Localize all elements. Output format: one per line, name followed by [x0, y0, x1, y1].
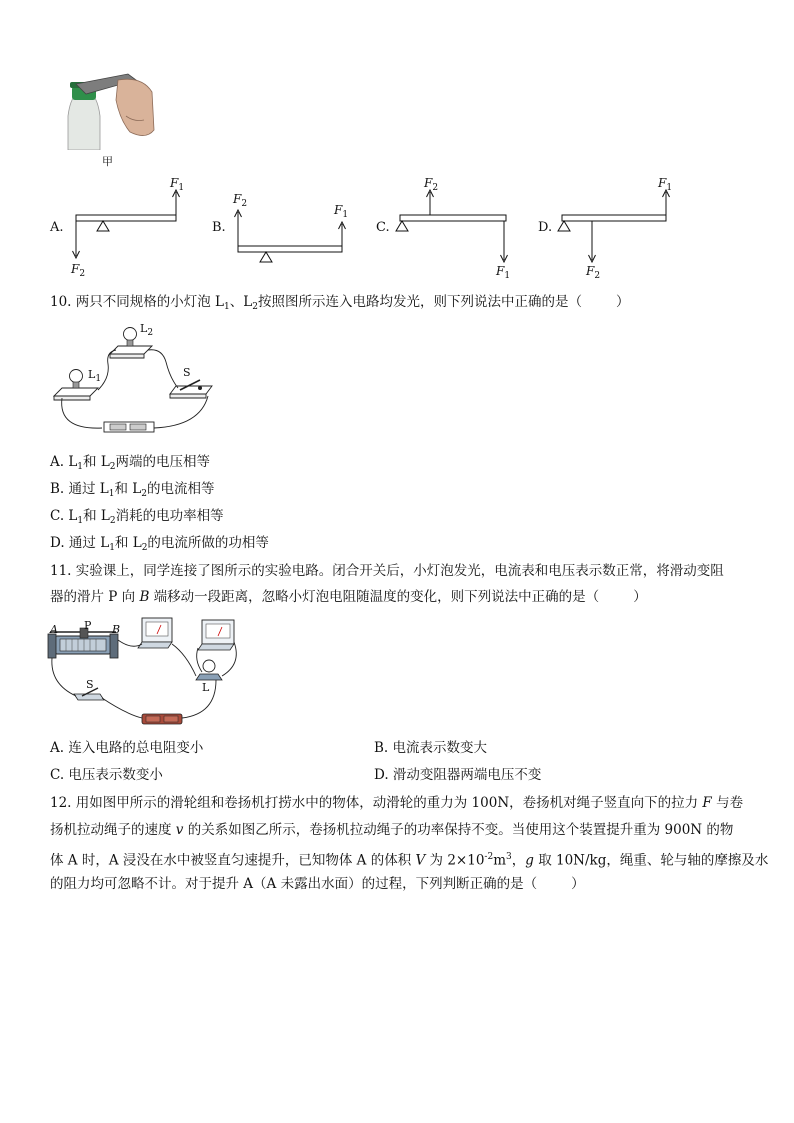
- q11-option-a[interactable]: A. 连入电路的总电阻变小: [50, 740, 204, 756]
- q9-option-b-letter[interactable]: B.: [212, 220, 226, 235]
- q12-stem-line2: 扬机拉动绳子的速度 v 的关系如图乙所示，卷扬机拉动绳子的功率保持不变。当使用这个装置提升重为 900N 的物: [50, 822, 734, 838]
- q11-stem-line2: 器的滑片 P 向 B 端移动一段距离，忽略小灯泡电阻随温度的变化，则下列说法中正确的是（ ）: [50, 589, 647, 605]
- q10-circuit-figure: [50, 318, 220, 443]
- force-label-a-f2: $F_2$: [71, 262, 86, 279]
- q12-stem-line4: 的阻力均可忽略不计。对于提升 A（A 未露出水面）的过程，下列判断正确的是（ ）: [50, 876, 585, 892]
- q9-option-c-letter[interactable]: C.: [376, 220, 390, 235]
- q11-option-d[interactable]: D. 滑动变阻器两端电压不变: [374, 767, 542, 783]
- q9-lever-diagrams: [0, 170, 794, 280]
- q11-fig-a-label: A: [50, 623, 58, 636]
- q12-stem-line3: 体 A 时，A 浸没在水中被竖直匀速提升，已知物体 A 的体积 V 为 $2\times 10^{-2}m^3$，g 取 10N/kg，绳重、轮与轴的摩擦及水: [50, 852, 769, 869]
- q10-stem: 10. 两只不同规格的小灯泡 $L_1$、$L_2$按照图所示连入电路均发光，则下列说法中正确的是（ ）: [50, 294, 630, 312]
- lever-option-c: [396, 190, 508, 262]
- force-label-d-f2: $F_2$: [586, 264, 601, 281]
- q11-stem-line1: 11. 实验课上，同学连接了图所示的实验电路。闭合开关后，小灯泡发光，电流表和电压表示数正常，将滑动变阻: [50, 563, 724, 579]
- force-label-a-f1: $F_1$: [170, 176, 185, 193]
- q11-circuit-figure: [46, 614, 246, 734]
- q11-fig-p-label: P: [84, 619, 92, 632]
- q12-stem-line1: 12. 用如图甲所示的滑轮组和卷扬机打捞水中的物体，动滑轮的重力为 100N，卷扬机对绳子竖直向下的拉力 F 与卷: [50, 795, 744, 811]
- q11-fig-b-label: B: [112, 623, 121, 636]
- q11-option-b[interactable]: B. 电流表示数变大: [374, 740, 488, 756]
- q9-option-a-letter[interactable]: A.: [50, 220, 64, 235]
- force-label-b-f2: $F_2$: [233, 192, 248, 209]
- figure-jia-label: 甲: [102, 155, 113, 168]
- lever-option-a: [73, 190, 180, 258]
- force-label-b-f1: $F_1$: [334, 203, 349, 220]
- q10-fig-s-label: S: [183, 366, 191, 379]
- bottle-opener-photo: [56, 70, 156, 150]
- force-label-c-f2: $F_2$: [424, 176, 439, 193]
- q10-option-d[interactable]: D. 通过 $L_1$和 $L_2$的电流所做的功相等: [50, 535, 269, 553]
- q10-option-c[interactable]: C. $L_1$和 $L_2$消耗的电功率相等: [50, 508, 224, 526]
- force-label-c-f1: $F_1$: [496, 264, 511, 281]
- q11-option-c[interactable]: C. 电压表示数变小: [50, 767, 163, 783]
- q11-fig-s-label: S: [86, 678, 94, 691]
- force-label-d-f1: $F_1$: [658, 176, 673, 193]
- q11-fig-l-label: L: [202, 681, 210, 694]
- lever-option-b: [235, 210, 346, 262]
- lever-option-d: [558, 190, 670, 262]
- q10-fig-l1-label: $L_1$: [88, 368, 102, 384]
- q10-option-b[interactable]: B. 通过 $L_1$和 $L_2$的电流相等: [50, 481, 215, 499]
- q10-fig-l2-label: $L_2$: [140, 322, 154, 338]
- q9-option-d-letter[interactable]: D.: [538, 220, 553, 235]
- q10-option-a[interactable]: A. $L_1$和 $L_2$两端的电压相等: [50, 454, 211, 472]
